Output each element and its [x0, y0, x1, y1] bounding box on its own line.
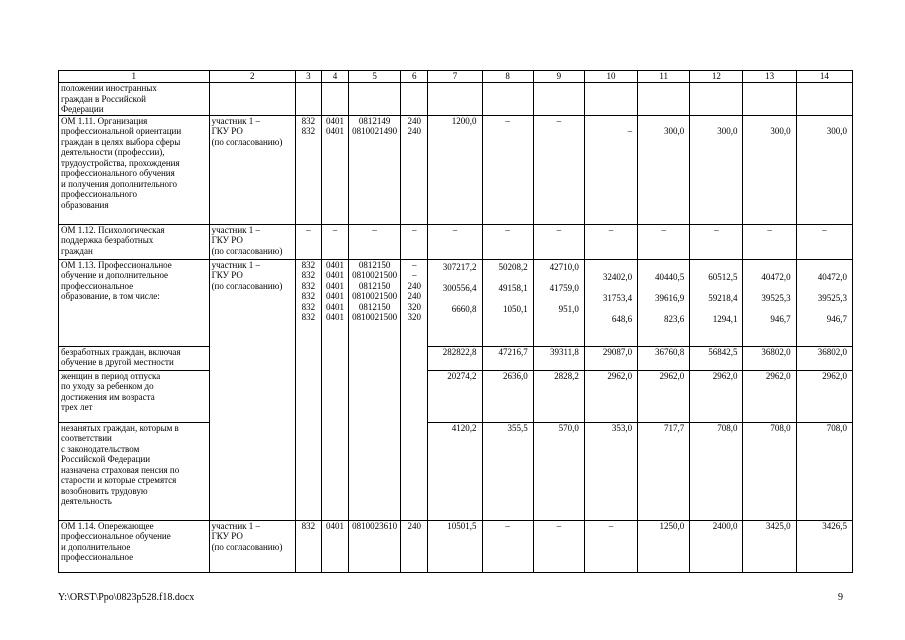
- cell-line: 307217,2: [442, 261, 477, 272]
- cell-line: [587, 262, 632, 273]
- value-cell: [584, 370, 637, 422]
- cell-line: ГКУ РО: [211, 531, 243, 541]
- cell-line: 0401: [326, 126, 345, 136]
- value-cell: [482, 115, 533, 224]
- cell-line: образование, в том числе:: [61, 291, 160, 301]
- value-cell: [690, 346, 743, 370]
- cell-line: 823,6: [664, 314, 685, 324]
- value-cell: [482, 259, 533, 346]
- cell-line: (по согласованию): [211, 280, 283, 291]
- col-header: 5: [349, 71, 401, 83]
- cell-line: 56842,5: [708, 346, 738, 357]
- cell-line: и получения дополнительного: [61, 178, 178, 189]
- csr-cell: [349, 115, 401, 224]
- value-cell: [796, 115, 852, 224]
- cell-line: 240: [407, 126, 422, 136]
- grbs-cell: [295, 259, 321, 520]
- value-cell: [638, 520, 690, 572]
- cell-line: 0401: [326, 291, 345, 301]
- csr-cell: [349, 224, 401, 259]
- cell-line: –: [505, 224, 510, 235]
- rzpr-cell: [321, 520, 348, 572]
- cell-line: 951,0: [558, 303, 579, 314]
- cell-line: 320: [407, 301, 422, 312]
- value-cell: [638, 115, 690, 224]
- cell-line: 2962,0: [607, 370, 633, 381]
- cell-line: 60512,5: [708, 272, 738, 282]
- value-cell: [584, 259, 637, 346]
- cell-line: 300,0: [770, 126, 791, 136]
- cell-line: [640, 283, 684, 294]
- cell-line: 39311,8: [550, 346, 579, 357]
- cell-line: 0401: [326, 280, 345, 291]
- name-cell: [59, 370, 210, 422]
- cell-line: –: [332, 224, 338, 235]
- cell-line: 1250,0: [659, 520, 685, 531]
- cell-line: [587, 283, 632, 294]
- cell-line: 282822,8: [442, 346, 477, 357]
- cell-line: 240: [407, 280, 422, 291]
- cell-line: [692, 116, 737, 127]
- name-cell: [59, 224, 210, 259]
- value-cell: [584, 520, 637, 572]
- cell-line: –: [556, 520, 562, 531]
- cell-line: 29087,0: [602, 346, 633, 357]
- cell-line: 946,7: [826, 314, 847, 324]
- col-header: 14: [796, 71, 852, 83]
- cell-line: 1200,0: [451, 115, 477, 126]
- table-row: [59, 520, 853, 572]
- cell-line: 832: [301, 270, 316, 280]
- cell-line: [799, 304, 847, 315]
- cell-line: [587, 304, 632, 315]
- value-cell: [743, 370, 796, 422]
- value-cell: [584, 346, 637, 370]
- cell-line: 832: [301, 126, 316, 136]
- value-cell: [584, 422, 637, 520]
- cell-line: 355,5: [507, 422, 528, 433]
- cell-line: 832: [301, 291, 316, 301]
- value-cell: [428, 520, 482, 572]
- cell-line: профессиональное: [61, 280, 134, 291]
- cell-line: 240: [407, 115, 422, 126]
- col-header: 1: [59, 71, 210, 83]
- rzpr-cell: [321, 259, 348, 520]
- value-cell: [533, 115, 584, 224]
- cell-line: положении иностранных: [61, 83, 157, 93]
- table-row: [59, 83, 853, 116]
- col-header: 3: [295, 71, 321, 83]
- cell-line: 2962,0: [822, 370, 847, 381]
- cell-line: [536, 293, 579, 304]
- cell-line: –: [505, 520, 510, 531]
- col-header: 4: [321, 71, 348, 83]
- cell-line: –: [412, 270, 417, 280]
- cell-line: деятельности (профессии),: [61, 147, 165, 157]
- cell-line: 40440,5: [655, 272, 685, 282]
- cell-line: 0401: [326, 520, 345, 531]
- value-cell: [428, 115, 482, 224]
- cell-line: 240: [407, 291, 422, 301]
- cell-line: –: [608, 520, 614, 531]
- executor-cell: [209, 259, 295, 520]
- cell-line: трудоустройства, прохождения: [61, 157, 180, 168]
- cell-line: –: [505, 115, 510, 126]
- cell-line: 0812150: [358, 301, 391, 312]
- col-header: 8: [482, 71, 533, 83]
- cell-line: 0401: [326, 312, 345, 322]
- cell-line: 0812149: [358, 115, 391, 126]
- table-row: [59, 370, 853, 422]
- cell-line: профессиональной ориентации: [61, 126, 182, 136]
- cell-line: 36760,8: [655, 346, 685, 357]
- cell-line: [485, 272, 528, 283]
- value-cell: [796, 346, 852, 370]
- value-cell: [533, 259, 584, 346]
- cell-line: 832: [301, 301, 316, 312]
- cell-line: 0401: [326, 259, 345, 270]
- cell-line: 300,0: [664, 126, 685, 136]
- cell-line: 4120,2: [451, 422, 477, 433]
- cell-line: [640, 116, 684, 127]
- value-cell: [584, 224, 637, 259]
- table-row: [59, 259, 853, 346]
- csr-cell: [349, 259, 401, 520]
- cell-line: 3425,0: [765, 520, 791, 531]
- cell-line: 1050,1: [502, 303, 528, 314]
- cell-line: Российской Федерации: [61, 454, 151, 464]
- cell-line: –: [767, 224, 772, 235]
- cell-line: участник 1 –: [211, 224, 261, 235]
- value-cell: [690, 370, 743, 422]
- cell-line: 50208,2: [498, 261, 528, 272]
- cell-line: трех лет: [61, 402, 93, 412]
- cell-line: 2962,0: [659, 370, 685, 381]
- cell-line: (по согласованию): [211, 245, 283, 256]
- value-cell: [796, 370, 852, 422]
- value-cell: [638, 370, 690, 422]
- cell-line: [692, 304, 737, 315]
- cell-line: 49158,1: [498, 282, 528, 293]
- value-cell: [533, 422, 584, 520]
- cell-line: 20274,2: [447, 370, 477, 381]
- vr-cell: [401, 520, 428, 572]
- cell-line: Федерации: [61, 104, 104, 114]
- value-cell: [743, 346, 796, 370]
- value-cell: [796, 259, 852, 346]
- value-cell: [533, 224, 584, 259]
- cell-line: участник 1 –: [211, 520, 261, 531]
- cell-line: [640, 262, 684, 273]
- cell-line: 708,0: [826, 422, 847, 433]
- cell-line: участник 1 –: [211, 115, 261, 126]
- cell-line: 0812150: [358, 280, 391, 291]
- cell-line: –: [608, 224, 614, 235]
- value-cell: [533, 370, 584, 422]
- cell-line: –: [661, 224, 666, 235]
- cell-line: 47216,7: [498, 346, 528, 357]
- executor-cell: [209, 224, 295, 259]
- value-cell: [533, 346, 584, 370]
- cell-line: граждан в Российской: [61, 93, 146, 104]
- value-cell: [690, 259, 743, 346]
- cell-line: 39616,9: [655, 293, 685, 303]
- vr-cell: [401, 224, 428, 259]
- executor-cell: [209, 520, 295, 572]
- cell-line: [640, 304, 684, 315]
- cell-line: [745, 116, 790, 127]
- cell-line: 0812150: [358, 259, 391, 270]
- cell-line: 320: [407, 312, 422, 322]
- name-cell: [59, 115, 210, 224]
- cell-line: 832: [301, 115, 316, 126]
- cell-line: [536, 272, 579, 283]
- name-cell: [59, 422, 210, 520]
- value-cell: [533, 520, 584, 572]
- cell-line: образования: [61, 199, 109, 210]
- cell-line: –: [556, 224, 562, 235]
- table-row: [59, 115, 853, 224]
- cell-line: 0401: [326, 301, 345, 312]
- cell-line: [745, 262, 790, 273]
- cell-line: 832: [301, 259, 316, 270]
- col-header: 12: [690, 71, 743, 83]
- name-cell: [59, 520, 210, 572]
- cell-line: 717,7: [664, 422, 685, 433]
- value-cell: [638, 346, 690, 370]
- cell-line: незанятых граждан, которым в: [61, 422, 179, 433]
- cell-line: 832: [301, 280, 316, 291]
- cell-line: 300,0: [826, 126, 847, 136]
- col-header: 2: [209, 71, 295, 83]
- value-cell: [638, 422, 690, 520]
- cell-line: женщин в период отпуска: [61, 370, 161, 381]
- cell-line: деятельность: [61, 496, 112, 506]
- value-cell: [428, 422, 482, 520]
- cell-line: –: [306, 224, 311, 235]
- col-header: 7: [428, 71, 482, 83]
- rzpr-cell: [321, 224, 348, 259]
- cell-line: обучение в другой местности: [61, 357, 174, 367]
- value-cell: [428, 346, 482, 370]
- cell-line: –: [556, 115, 562, 126]
- csr-cell: [349, 520, 401, 572]
- grbs-cell: [295, 224, 321, 259]
- cell-line: –: [627, 126, 633, 136]
- cell-line: (по согласованию): [211, 541, 283, 552]
- value-cell: [796, 422, 852, 520]
- cell-line: 832: [301, 312, 316, 322]
- cell-line: [745, 283, 790, 294]
- cell-line: [799, 283, 847, 294]
- col-header: 11: [638, 71, 690, 83]
- value-cell: [638, 224, 690, 259]
- cell-line: ОМ 1.11. Организация: [61, 115, 148, 126]
- cell-line: –: [714, 224, 719, 235]
- grbs-cell: [295, 115, 321, 224]
- col-header: 10: [584, 71, 637, 83]
- table-row: [59, 224, 853, 259]
- cell-line: 300556,4: [442, 282, 477, 293]
- cell-line: 36802,0: [761, 346, 791, 357]
- cell-line: 2636,0: [502, 370, 528, 381]
- cell-line: 0401: [326, 115, 345, 126]
- cell-line: старости и которые стремятся: [61, 475, 177, 485]
- cell-line: 42710,0: [549, 261, 579, 272]
- cell-line: 2400,0: [712, 520, 738, 531]
- cell-line: [799, 262, 847, 273]
- cell-line: 6660,8: [451, 303, 477, 314]
- cell-line: ОМ 1.14. Опережающее: [61, 520, 154, 531]
- rzpr-cell: [321, 115, 348, 224]
- cell-line: 353,0: [611, 422, 633, 433]
- name-cell: [59, 83, 210, 116]
- value-cell: [482, 346, 533, 370]
- cell-line: назначена страховая пенсия по: [61, 464, 180, 475]
- value-cell: [743, 422, 796, 520]
- cell-line: (по согласованию): [211, 136, 283, 147]
- cell-line: 0810023610: [352, 520, 398, 531]
- value-cell: [584, 115, 637, 224]
- value-cell: [743, 520, 796, 572]
- name-cell: [59, 346, 210, 370]
- cell-line: граждан в целях выбора сферы: [61, 136, 181, 147]
- value-cell: [482, 370, 533, 422]
- value-cell: [690, 520, 743, 572]
- cell-line: 41759,0: [549, 282, 579, 293]
- cell-line: 10501,5: [447, 520, 477, 531]
- cell-line: достижения им возраста: [61, 391, 155, 402]
- cell-line: 32402,0: [602, 272, 633, 282]
- cell-line: по уходу за ребенком до: [61, 381, 154, 391]
- cell-line: 39525,3: [761, 293, 791, 303]
- value-cell: [743, 259, 796, 346]
- name-cell: [59, 259, 210, 346]
- cell-line: –: [452, 224, 458, 235]
- col-header: 6: [401, 71, 428, 83]
- value-cell: [743, 224, 796, 259]
- cell-line: –: [822, 224, 827, 235]
- col-header: 9: [533, 71, 584, 83]
- cell-line: 3426,5: [822, 520, 847, 531]
- cell-line: ОМ 1.13. Профессиональное: [61, 259, 172, 270]
- cell-line: возобновить трудовую: [61, 485, 148, 496]
- cell-line: [692, 262, 737, 273]
- cell-line: [692, 283, 737, 294]
- value-cell: [690, 422, 743, 520]
- cell-line: участник 1 –: [211, 259, 261, 270]
- cell-line: –: [412, 259, 417, 270]
- cell-line: 36802,0: [817, 346, 847, 357]
- value-cell: [690, 224, 743, 259]
- grbs-cell: [295, 520, 321, 572]
- table-row: [59, 346, 853, 370]
- cell-line: [430, 293, 476, 304]
- executor-cell: [209, 115, 295, 224]
- cell-line: 39525,3: [817, 293, 847, 303]
- table-row: [59, 422, 853, 520]
- cell-line: 31753,4: [602, 293, 633, 303]
- cell-line: безработных граждан, включая: [61, 346, 181, 357]
- cell-line: 648,6: [611, 314, 633, 324]
- cell-line: 0810021500: [352, 312, 398, 322]
- cell-line: [799, 116, 847, 127]
- cell-line: [745, 304, 790, 315]
- value-cell: [482, 422, 533, 520]
- cell-line: 708,0: [717, 422, 738, 433]
- cell-line: 240: [407, 520, 422, 531]
- vr-cell: [401, 259, 428, 520]
- header-row: [59, 71, 853, 83]
- cell-line: 0810021490: [352, 126, 398, 136]
- value-cell: [690, 115, 743, 224]
- col-header: 13: [743, 71, 796, 83]
- cell-line: –: [372, 224, 377, 235]
- cell-line: [485, 293, 528, 304]
- cell-line: профессиональное обучение: [61, 531, 171, 541]
- cell-line: 59218,4: [708, 293, 738, 303]
- cell-line: 2828,2: [554, 370, 579, 381]
- cell-line: 708,0: [770, 422, 791, 433]
- cell-line: [587, 116, 632, 127]
- cell-line: с законодательством: [61, 443, 140, 454]
- cell-line: [430, 272, 476, 283]
- cell-line: 1294,1: [712, 314, 738, 324]
- cell-line: поддержка безработных: [61, 235, 154, 245]
- value-cell: [743, 115, 796, 224]
- cell-line: граждан: [61, 245, 93, 256]
- cell-line: профессионального: [61, 189, 137, 199]
- cell-line: 0810021500: [352, 291, 398, 301]
- cell-line: 0401: [326, 270, 345, 280]
- value-cell: [482, 520, 533, 572]
- cell-line: 570,0: [558, 422, 579, 433]
- cell-line: ГКУ РО: [211, 126, 243, 136]
- cell-line: 0810021500: [352, 270, 398, 280]
- cell-line: ОМ 1.12. Психологическая: [61, 224, 165, 235]
- value-cell: [428, 259, 482, 346]
- value-cell: [428, 370, 482, 422]
- file-path: Y:\ORST\Ppo\0823p528.f18.docx: [58, 592, 195, 603]
- page-number: 9: [838, 592, 843, 603]
- value-cell: [482, 224, 533, 259]
- value-cell: [796, 520, 852, 572]
- budget-table: [58, 70, 853, 573]
- cell-line: профессиональное: [61, 552, 134, 562]
- cell-line: 832: [301, 520, 316, 531]
- vr-cell: [401, 115, 428, 224]
- cell-line: профессионального обучения: [61, 168, 175, 178]
- cell-line: 300,0: [717, 126, 738, 136]
- value-cell: [796, 224, 852, 259]
- value-cell: [638, 259, 690, 346]
- cell-line: 40472,0: [817, 272, 847, 282]
- cell-line: 2962,0: [712, 370, 738, 381]
- value-cell: [428, 224, 482, 259]
- cell-line: ГКУ РО: [211, 235, 243, 245]
- cell-line: обучение и дополнительное: [61, 270, 169, 280]
- cell-line: 40472,0: [761, 272, 791, 282]
- cell-line: ГКУ РО: [211, 270, 243, 280]
- cell-line: 946,7: [770, 314, 791, 324]
- cell-line: соответствии: [61, 433, 112, 443]
- cell-line: –: [412, 224, 417, 235]
- cell-line: и дополнительное: [61, 541, 131, 552]
- cell-line: 2962,0: [765, 370, 791, 381]
